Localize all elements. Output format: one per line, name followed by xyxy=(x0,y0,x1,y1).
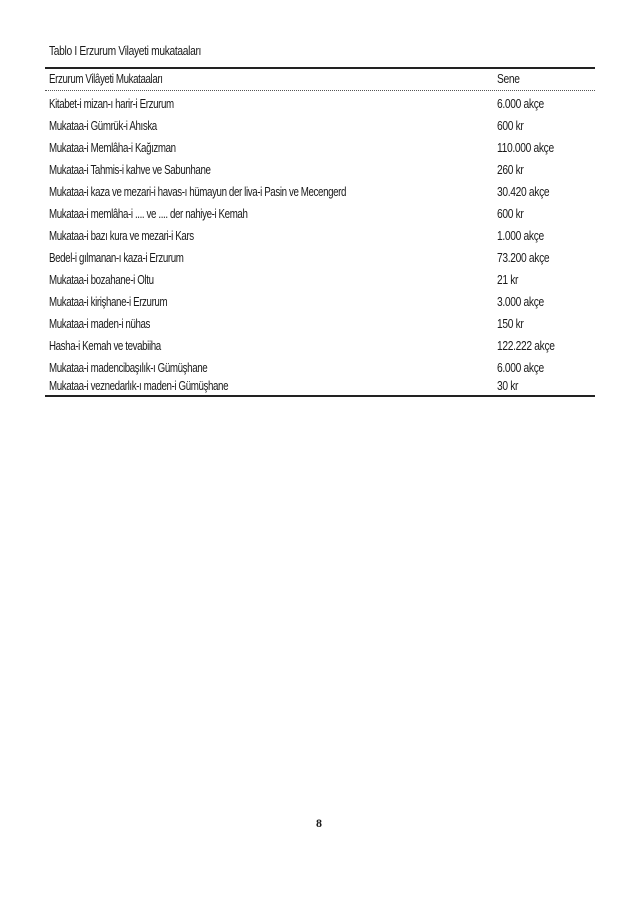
row-name: Mukataa-i Gümrük-i Ahıska xyxy=(49,119,157,133)
header-name: Erzurum Vilâyeti Mukataaları xyxy=(49,72,163,86)
row-name: Bedel-i gılmanan-ı kaza-i Erzurum xyxy=(49,251,184,265)
row-name: Mukataa-i veznedarlık-ı maden-i Gümüşhane xyxy=(49,379,229,393)
row-name: Mukataa-i kaza ve mezari-i havas-ı hümayun der liva-i Pasin ve Mecengerd xyxy=(49,185,347,199)
row-value: 600 kr xyxy=(497,119,524,133)
table-row xyxy=(45,315,595,334)
table-row xyxy=(45,95,595,114)
row-name: Hasha-i Kemah ve tevabiiha xyxy=(49,339,161,353)
row-name: Mukataa-i maden-i nühas xyxy=(49,317,151,331)
table-top-rule xyxy=(45,67,595,69)
row-name: Mukataa-i Tahmis-i kahve ve Sabunhane xyxy=(49,163,211,177)
page-number: 8 xyxy=(316,816,322,830)
row-name: Mukataa-i Memlâha-i Kağızman xyxy=(49,141,176,155)
row-value: 3.000 akçe xyxy=(497,295,544,309)
table-caption: Tablo I Erzurum Vilayeti mukataaları xyxy=(49,44,202,58)
table-bottom-rule xyxy=(45,395,595,397)
table-row xyxy=(45,117,595,136)
header-value: Sene xyxy=(497,72,520,86)
table-row xyxy=(45,183,595,202)
row-value: 260 kr xyxy=(497,163,524,177)
table-row xyxy=(45,161,595,180)
table-header-rule xyxy=(45,90,595,91)
table-row xyxy=(45,249,595,268)
row-value: 110.000 akçe xyxy=(497,141,554,155)
row-value: 600 kr xyxy=(497,207,524,221)
row-value: 73.200 akçe xyxy=(497,251,550,265)
row-value: 30 kr xyxy=(497,379,519,393)
table-row xyxy=(45,293,595,312)
table-header-row xyxy=(45,70,595,89)
row-value: 150 kr xyxy=(497,317,524,331)
row-name: Mukataa-i bozahane-i Oltu xyxy=(49,273,154,287)
row-value: 21 kr xyxy=(497,273,519,287)
table-row xyxy=(45,271,595,290)
row-value: 1.000 akçe xyxy=(497,229,544,243)
row-value: 6.000 akçe xyxy=(497,361,544,375)
row-value: 122.222 akçe xyxy=(497,339,555,353)
row-name: Mukataa-i memlâha-i .... ve .... der nahiye-i Kemah xyxy=(49,207,248,221)
table-row xyxy=(45,337,595,356)
table-row xyxy=(45,205,595,224)
row-value: 30.420 akçe xyxy=(497,185,550,199)
table-row xyxy=(45,359,595,378)
row-name: Mukataa-i kirişhane-i Erzurum xyxy=(49,295,168,309)
table-row xyxy=(45,377,595,396)
row-name: Mukataa-i madencibaşılık-ı Gümüşhane xyxy=(49,361,208,375)
table-row xyxy=(45,139,595,158)
table-row xyxy=(45,227,595,246)
row-value: 6.000 akçe xyxy=(497,97,544,111)
row-name: Mukataa-i bazı kura ve mezari-i Kars xyxy=(49,229,194,243)
row-name: Kitabet-i mizan-ı harir-i Erzurum xyxy=(49,97,174,111)
